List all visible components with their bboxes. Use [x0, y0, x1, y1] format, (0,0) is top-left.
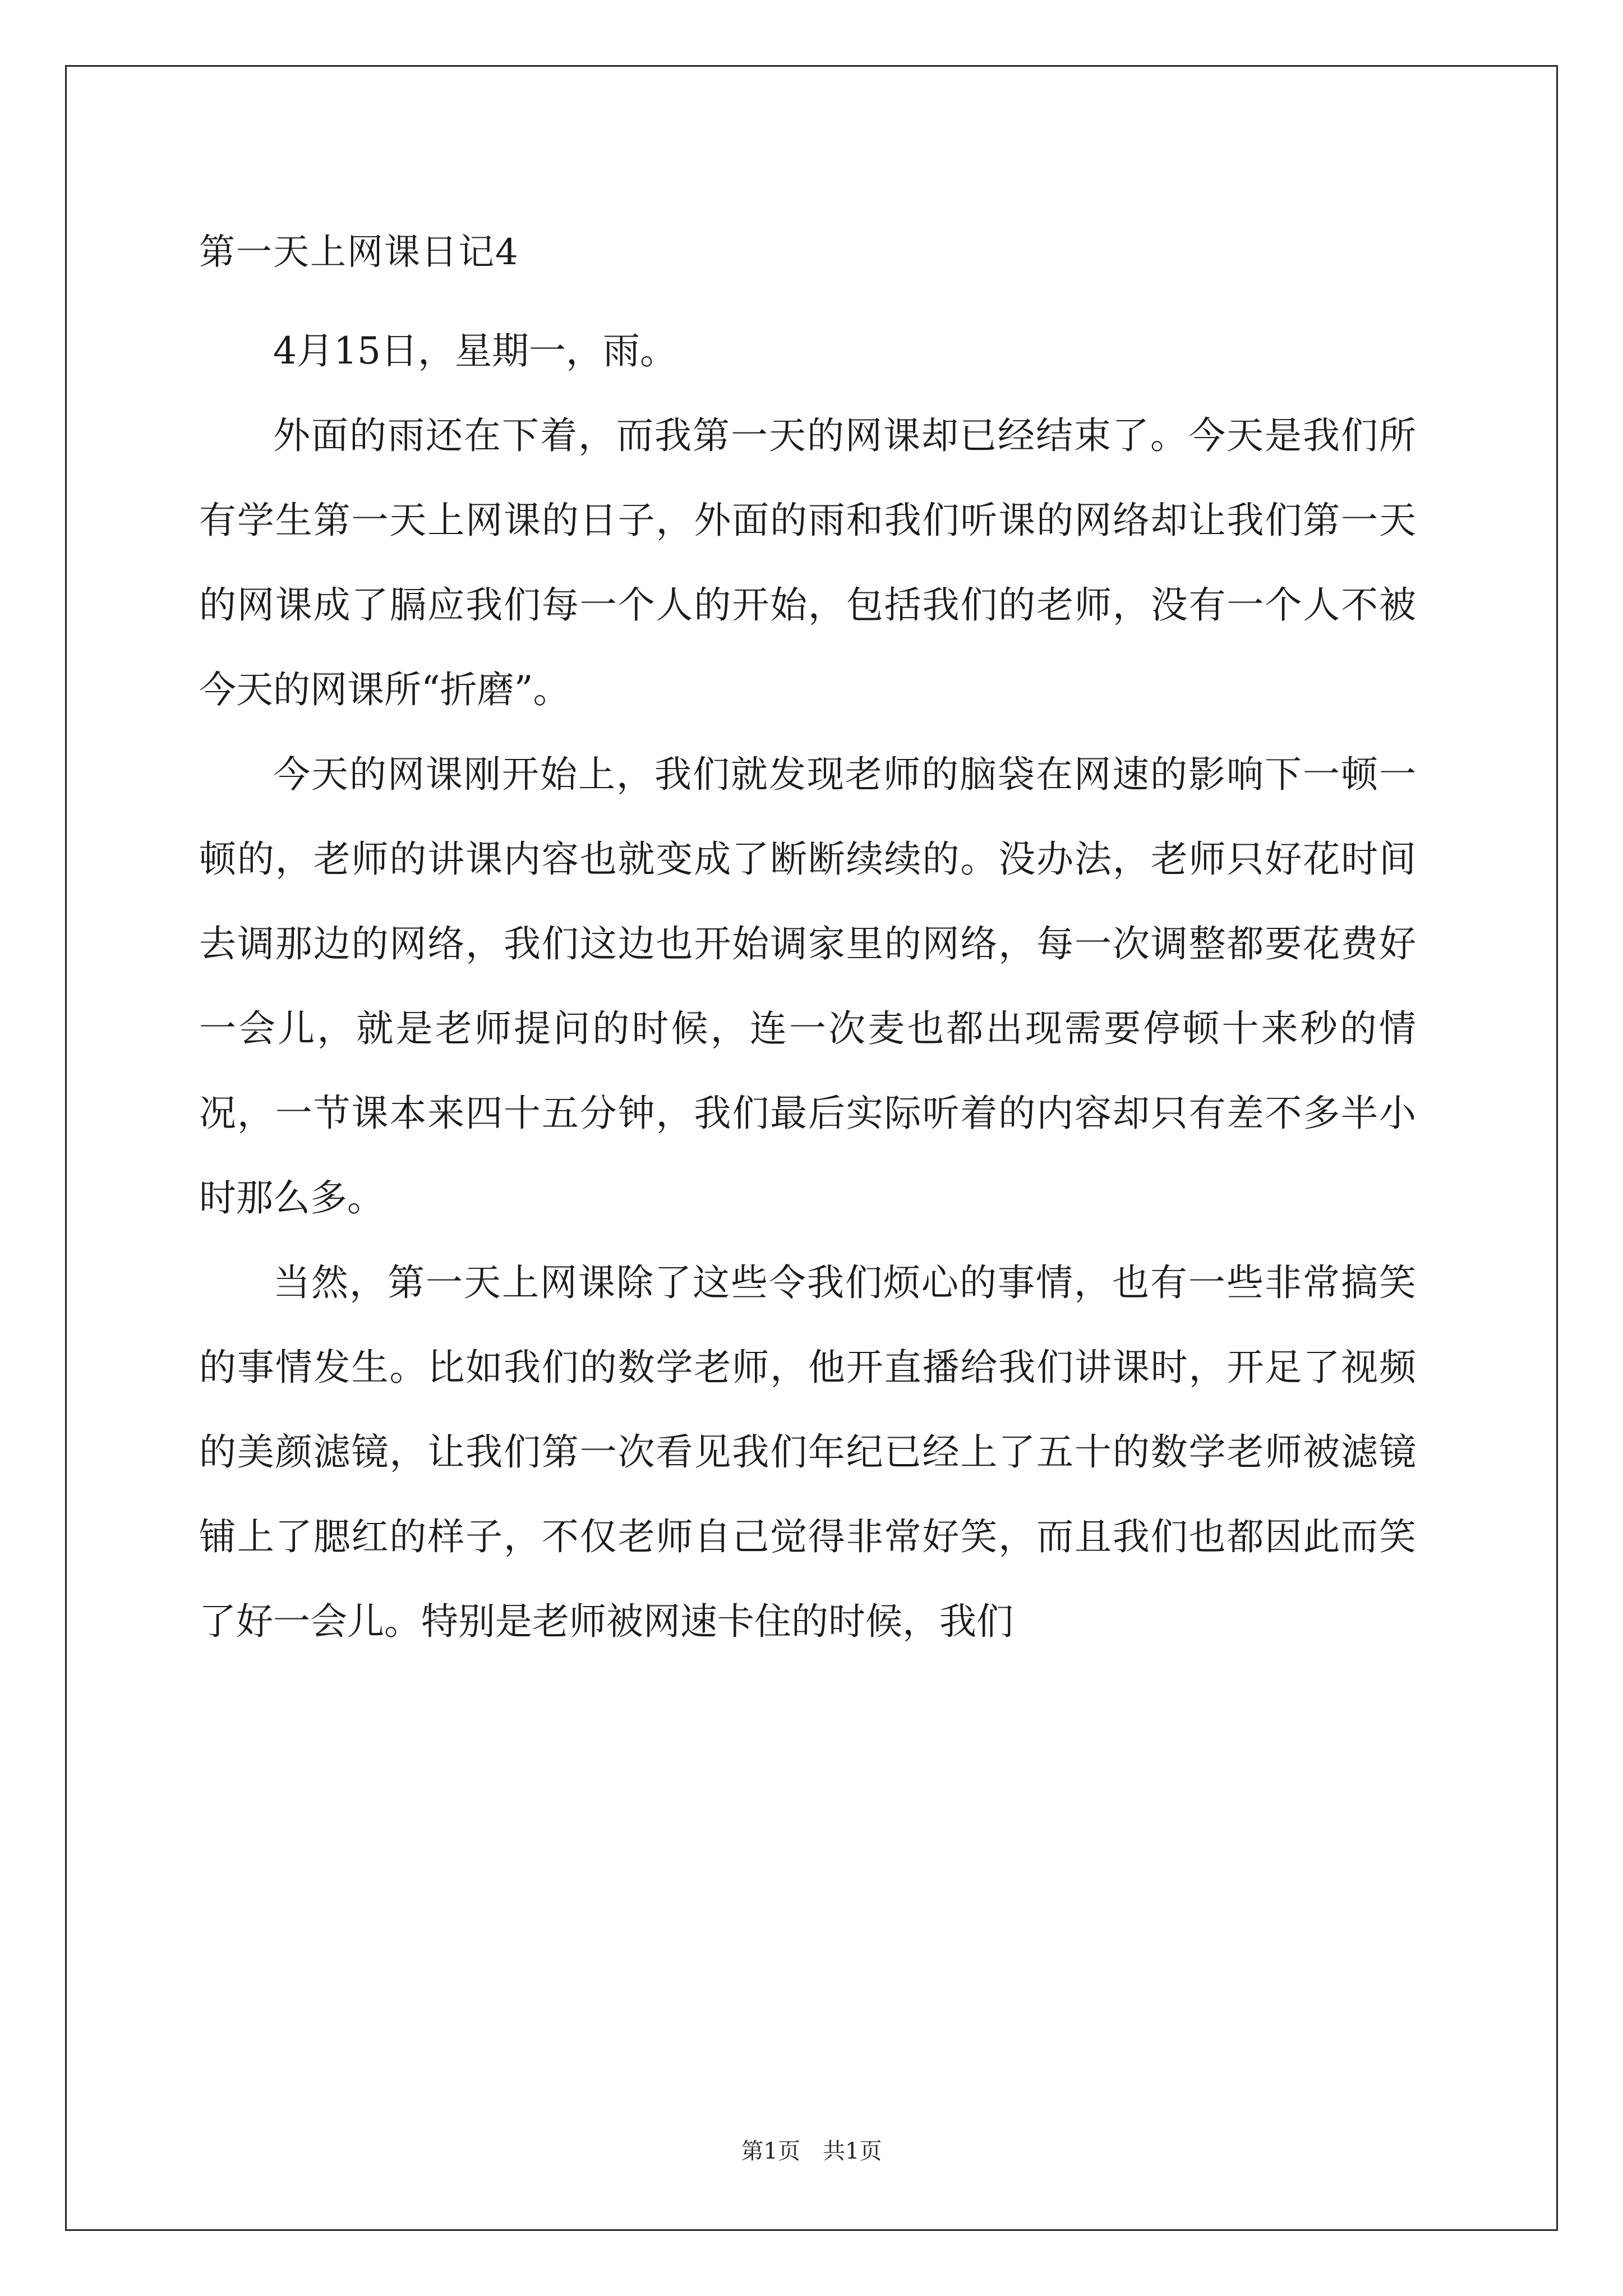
paragraph: 今天的网课刚开始上，我们就发现老师的脑袋在网速的影响下一顿一顿的，老师的讲课内容也就变成了断断续续的。没办法，老师只好花时间去调那边的网络，我们这边也开始调家里的网络，每一次调整都要花费好一会儿，就是老师提问的时候，连一次麦也都出现需要停顿十来秒的情况，一节课本来四十五分钟，我们最后实际听着的内容却只有差不多半小时那么多。	[199, 753, 1416, 1220]
paragraph: 外面的雨还在下着，而我第一天的网课却已经结束了。今天是我们所有学生第一天上网课的日子，外面的雨和我们听课的网络却让我们第一天的网课成了膈应我们每一个人的开始，包括我们的老师，没有一个人不被今天的网课所“折磨”。	[199, 414, 1416, 711]
page-total: 共1页	[823, 2138, 882, 2164]
page-footer	[0, 2134, 1623, 2168]
document-title: 第一天上网课日记4	[199, 232, 519, 273]
paragraph-date: 4月15日，星期一，雨。	[273, 329, 677, 372]
page-number: 第1页	[741, 2138, 800, 2164]
document-body	[199, 213, 1416, 1664]
paragraph: 当然，第一天上网课除了这些令我们烦心的事情，也有一些非常搞笑的事情发生。比如我们的数学老师，他开直播给我们讲课时，开足了视频的美颜滤镜，让我们第一次看见我们年纪已经上了五十的数学老师被滤镜铺上了腮红的样子，不仅老师自己觉得非常好笑，而且我们也都因此而笑了好一会儿。特别是老师被网速卡住的时候，我们	[199, 1261, 1416, 1643]
